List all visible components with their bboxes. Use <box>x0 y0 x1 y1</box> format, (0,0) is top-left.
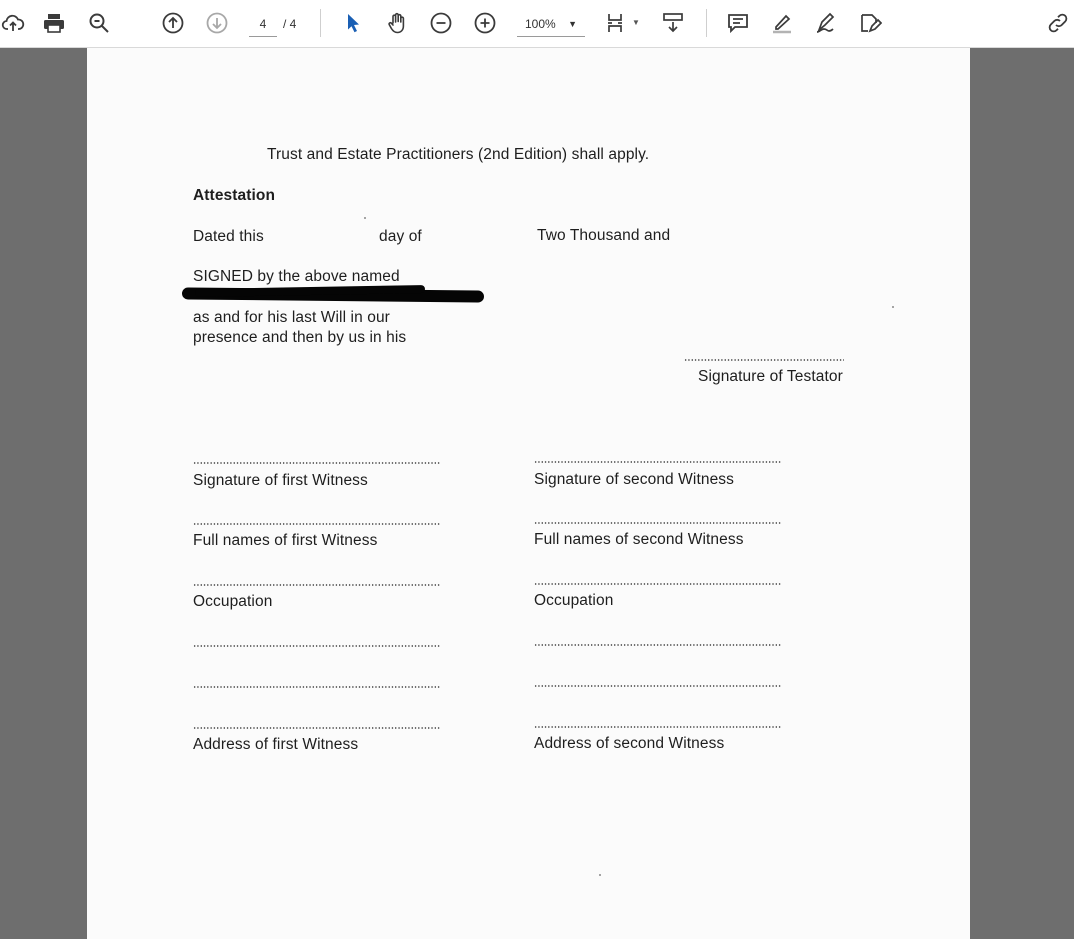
chevron-down-icon[interactable]: ▼ <box>632 18 640 27</box>
second-witness-address-line <box>534 685 781 687</box>
page-down-icon[interactable] <box>204 10 230 36</box>
chevron-down-icon: ▼ <box>568 19 577 29</box>
fill-sign-icon[interactable] <box>857 10 883 36</box>
scan-speck <box>599 874 601 876</box>
paragraph-line: Trust and Estate Practitioners (2nd Edition) shall apply. <box>267 146 650 163</box>
upload-cloud-icon[interactable] <box>0 10 26 36</box>
first-witness-name-label: Full names of first Witness <box>193 532 378 549</box>
signed-line: SIGNED by the above named <box>193 268 400 285</box>
first-witness-occupation-line <box>193 584 440 586</box>
first-witness-address-line <box>193 727 440 729</box>
viewer-toolbar <box>0 0 1074 48</box>
first-witness-address-label: Address of first Witness <box>193 736 359 753</box>
testator-signature-line <box>684 359 844 361</box>
second-witness-name-label: Full names of second Witness <box>534 531 744 548</box>
zoom-out-icon[interactable] <box>428 10 454 36</box>
first-witness-signature-line <box>193 462 440 464</box>
second-witness-address-label: Address of second Witness <box>534 735 725 752</box>
first-witness-address-line <box>193 645 440 647</box>
second-witness-occupation-line <box>534 583 781 585</box>
second-witness-occupation-label: Occupation <box>534 592 614 609</box>
zoom-level-select[interactable] <box>517 12 585 37</box>
attestation-heading: Attestation <box>193 187 276 204</box>
toolbar-divider <box>706 9 707 37</box>
highlight-icon[interactable] <box>769 10 795 36</box>
print-icon[interactable] <box>41 10 67 36</box>
document-page <box>87 48 970 939</box>
day-of-label: day of <box>379 228 422 245</box>
zoom-value: 100% <box>525 17 556 31</box>
comment-icon[interactable] <box>725 10 751 36</box>
second-witness-signature-line <box>534 461 781 463</box>
zoom-search-icon[interactable] <box>86 10 112 36</box>
second-witness-name-line <box>534 522 781 524</box>
hand-pan-icon[interactable] <box>384 10 410 36</box>
first-witness-name-line <box>193 523 440 525</box>
first-witness-signature-label: Signature of first Witness <box>193 472 368 489</box>
draw-icon[interactable] <box>813 10 839 36</box>
first-witness-address-line <box>193 686 440 688</box>
fit-page-icon[interactable] <box>604 10 630 36</box>
scan-speck <box>892 306 894 308</box>
toolbar-divider <box>320 9 321 37</box>
second-witness-address-line <box>534 726 781 728</box>
scroll-mode-icon[interactable] <box>660 10 686 36</box>
second-witness-signature-label: Signature of second Witness <box>534 471 734 488</box>
page-total: / 4 <box>283 17 297 31</box>
share-link-icon[interactable] <box>1045 10 1071 36</box>
dated-this-label: Dated this <box>193 228 264 245</box>
first-witness-occupation-label: Occupation <box>193 593 273 610</box>
zoom-in-icon[interactable] <box>472 10 498 36</box>
will-line: as and for his last Will in our <box>193 309 390 326</box>
second-witness-address-line <box>534 644 781 646</box>
document-viewer[interactable] <box>0 48 1074 939</box>
testator-signature-label: Signature of Testator <box>698 368 843 385</box>
select-cursor-icon[interactable] <box>340 10 366 36</box>
page-number-input[interactable]: 4 <box>249 12 277 37</box>
presence-line: presence and then by us in his <box>193 329 407 346</box>
scan-speck <box>364 217 366 219</box>
page-up-icon[interactable] <box>160 10 186 36</box>
two-thousand-label: Two Thousand and <box>537 227 671 244</box>
